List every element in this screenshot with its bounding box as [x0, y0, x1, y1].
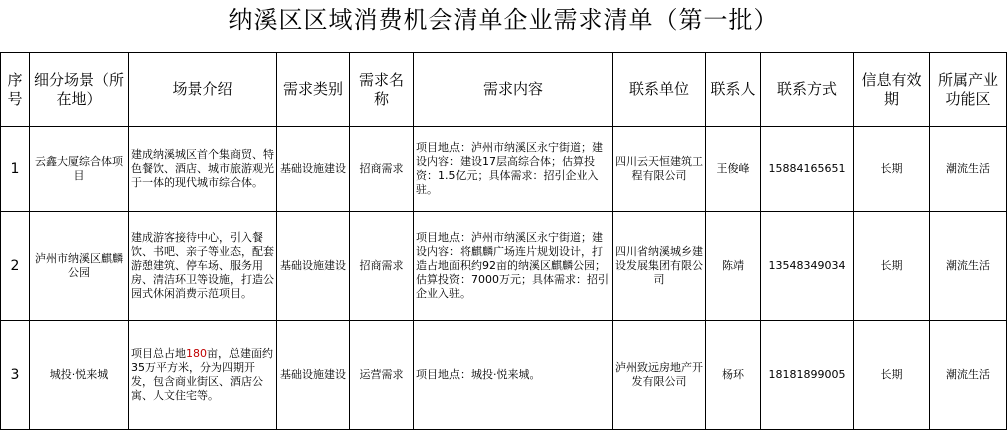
- cell-content: 项目地点：泸州市纳溪区永宁街道；建设内容：将麒麟广场连片规划设计，打造占地面积约92亩的纳溪区麒麟公园；估算投资：7000万元；具体需求：招引企业入驻。: [414, 212, 613, 321]
- cell-demand-name: 招商需求: [350, 127, 414, 212]
- header-contact: 联系人: [706, 53, 761, 127]
- table-row: [1, 212, 1007, 321]
- cell-category: 基础设施建设: [277, 212, 350, 321]
- cell-phone: 18181899005: [761, 321, 854, 430]
- cell-scene: 云鑫大厦综合体项目: [30, 127, 129, 212]
- page-title: 纳溪区区域消费机会清单企业需求清单（第一批）: [228, 6, 779, 34]
- header-zone: 所属产业功能区: [930, 53, 1007, 127]
- cell-scene: 泸州市纳溪区麒麟公园: [30, 212, 129, 321]
- cell-intro: 建成纳溪城区首个集商贸、特色餐饮、酒店、城市旅游观光于一体的现代城市综合体。: [129, 127, 277, 212]
- header-validity: 信息有效期: [854, 53, 930, 127]
- header-demand-name: 需求名称: [350, 53, 414, 127]
- header-phone: 联系方式: [761, 53, 854, 127]
- cell-intro: [129, 321, 277, 430]
- cell-zone: 潮流生活: [930, 127, 1007, 212]
- cell-contact: 王俊峰: [706, 127, 761, 212]
- header-category: 需求类别: [277, 53, 350, 127]
- cell-phone: 15884165651: [761, 127, 854, 212]
- header-unit: 联系单位: [613, 53, 706, 127]
- cell-seq: 1: [1, 127, 30, 212]
- header-scene: 细分场景（所在地）: [30, 53, 129, 127]
- demand-table: [0, 52, 1007, 430]
- header-intro: 场景介绍: [129, 53, 277, 127]
- cell-zone: 潮流生活: [930, 321, 1007, 430]
- cell-unit: 四川省纳溪城乡建设发展集团有限公司: [613, 212, 706, 321]
- cell-seq: 3: [1, 321, 30, 430]
- cell-unit: 四川云天恒建筑工程有限公司: [613, 127, 706, 212]
- cell-content: 项目地点：泸州市纳溪区永宁街道；建设内容：建设17层高综合体；估算投资：1.5亿元；具体需求：招引企业入驻。: [414, 127, 613, 212]
- table-header-row: [1, 53, 1007, 127]
- cell-seq: 2: [1, 212, 30, 321]
- cell-validity: 长期: [854, 127, 930, 212]
- cell-unit: 泸州致远房地产开发有限公司: [613, 321, 706, 430]
- cell-category: 基础设施建设: [277, 321, 350, 430]
- cell-demand-name: 招商需求: [350, 212, 414, 321]
- table-row: [1, 321, 1007, 430]
- table-row: [1, 127, 1007, 212]
- cell-contact: 陈靖: [706, 212, 761, 321]
- intro-text-pre: 项目总占地: [131, 347, 186, 360]
- cell-scene: 城投·悦来城: [30, 321, 129, 430]
- cell-intro: 建成游客接待中心，引入餐饮、书吧、亲子等业态，配套游憩建筑、停车场、服务用房、清洁环卫等设施，打造公园式休闲消费示范项目。: [129, 212, 277, 321]
- cell-validity: 长期: [854, 321, 930, 430]
- cell-content: 项目地点：城投·悦来城。: [414, 321, 613, 430]
- header-seq: 序号: [1, 53, 30, 127]
- cell-phone: 13548349034: [761, 212, 854, 321]
- cell-demand-name: 运营需求: [350, 321, 414, 430]
- cell-category: 基础设施建设: [277, 127, 350, 212]
- header-content: 需求内容: [414, 53, 613, 127]
- intro-text-post: 亩，总建面约35万平方米，分为四期开发，包含商业街区、酒店公寓、人文住宅等。: [131, 347, 273, 402]
- cell-contact: 杨环: [706, 321, 761, 430]
- cell-validity: 长期: [854, 212, 930, 321]
- cell-zone: 潮流生活: [930, 212, 1007, 321]
- intro-area-number: 180: [186, 347, 207, 360]
